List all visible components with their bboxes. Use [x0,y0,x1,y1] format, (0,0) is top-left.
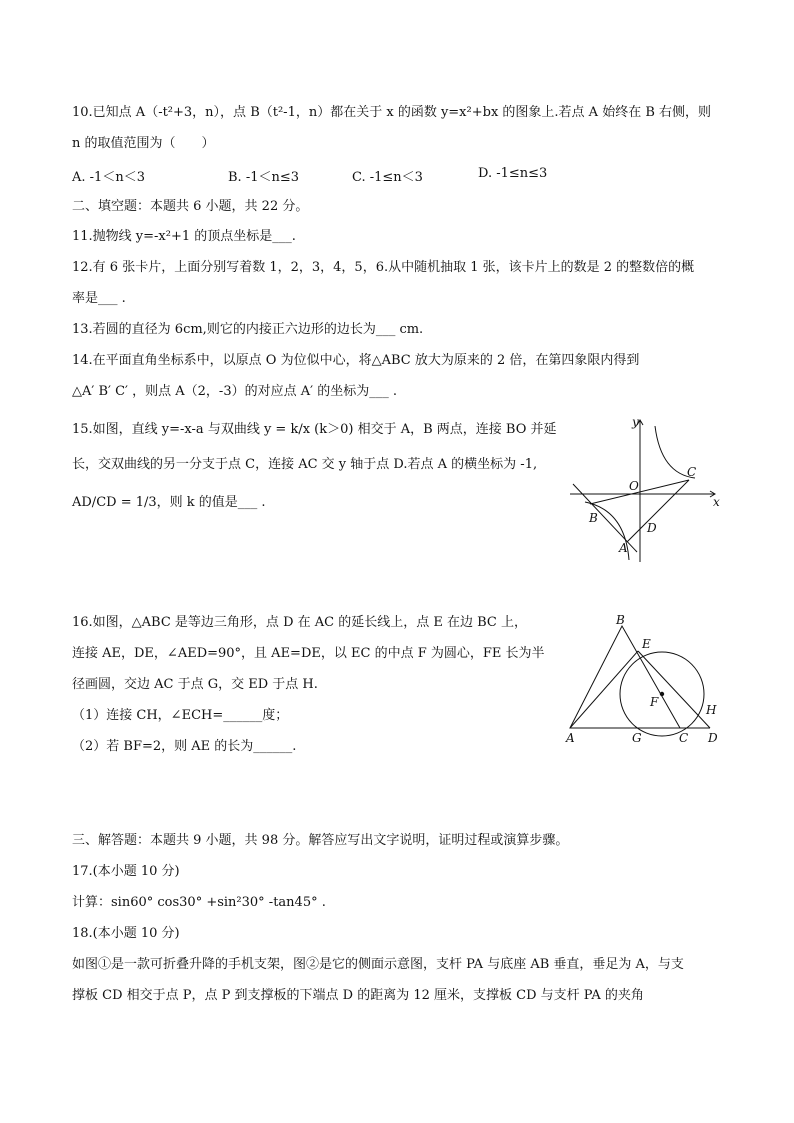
q15-label-d: D [647,521,657,535]
q16-label-f: F [650,695,659,709]
q16-sub1: （1）连接 CH，∠ECH=______度； [72,708,289,723]
q16-line3: 径画圆，交边 AC 于点 G，交 ED 于点 H. [72,677,318,692]
q16-sub2: （2）若 BF=2，则 AE 的长为______. [72,739,297,754]
q16-label-g: G [632,731,642,745]
q17-title: 17.(本小题 10 分) [72,864,180,879]
q18-line2: 撑板 CD 相交于点 P，点 P 到支撑板的下端点 D 的距离为 12 厘米，支撑板 CD 与支杆 PA 的夹角 [72,988,644,1003]
q18-line1: 如图①是一款可折叠升降的手机支架，图②是它的侧面示意图，支杆 PA 与底座 AB 垂直，垂足为 A，与支 [72,957,684,972]
q18-title: 18.(本小题 10 分) [72,926,180,941]
q16-label-d: D [708,731,718,745]
q10-option-d: D. -1≤n≤3 [478,166,548,181]
q10-option-b: B. -1＜n≤3 [228,170,300,185]
q15-label-x: x [713,495,720,509]
q16-label-e: E [642,637,651,651]
q14-line2: △A′ B′ C′ ，则点 A（2，-3）的对应点 A′ 的坐标为___ . [72,384,397,399]
q16-figure [560,612,740,752]
q12-line2: 率是___ . [72,291,126,306]
q16-line1: 16.如图，△ABC 是等边三角形，点 D 在 AC 的延长线上，点 E 在边 BC 上， [72,615,527,630]
q15-line2: 长，交双曲线的另一分支于点 C，连接 AC 交 y 轴于点 D.若点 A 的横坐标为 -1, [72,457,538,472]
q11-text: 11.抛物线 y=-x²+1 的顶点坐标是___. [72,229,296,244]
q16-label-c: C [679,731,689,745]
q15-label-o: O [629,479,639,493]
section2-heading: 二、填空题：本题共 6 小题，共 22 分。 [72,199,309,214]
q16-label-h: H [706,703,717,717]
q15-label-b: B [589,511,598,525]
q10-option-c: C. -1≤n＜3 [352,170,423,185]
q10-line1: 10.已知点 A（-t²+3，n），点 B（t²-1，n）都在关于 x 的函数 y=x²+bx 的图象上.若点 A 始终在 B 右侧，则 [72,105,712,120]
q15-figure [565,412,735,572]
q13-text: 13.若圆的直径为 6cm,则它的内接正六边形的边长为___ cm. [72,322,424,337]
q10-option-a: A. -1＜n＜3 [72,170,145,185]
q14-line1: 14.在平面直角坐标系中，以原点 O 为位似中心，将△ABC 放大为原来的 2 倍，在第四象限内得到 [72,353,640,368]
q15-label-c: C [687,465,697,479]
q10-line2: n 的取值范围为（ ） [72,136,215,151]
q17-body: 计算：sin60° cos30° +sin²30° -tan45° . [72,895,326,910]
q16-label-a: A [566,731,575,745]
q12-line1: 12.有 6 张卡片，上面分别写着数 1，2，3，4，5，6.从中随机抽取 1 张，该卡片上的数是 2 的整数倍的概 [72,260,695,275]
q16-line2: 连接 AE，DE，∠AED=90°，且 AE=DE，以 EC 的中点 F 为圆心，FE 长为半 [72,646,545,661]
section3-heading: 三、解答题：本题共 9 小题，共 98 分。解答应写出文字说明，证明过程或演算步骤。 [72,833,569,848]
q15-line1: 15.如图，直线 y=-x-a 与双曲线 y = k/x (k＞0) 相交于 A，B 两点，连接 BO 并延 [72,422,557,437]
q15-line3: AD/CD = 1/3，则 k 的值是___ . [72,495,266,510]
q16-label-b: B [616,613,625,627]
q15-label-y: y [632,415,639,429]
q15-label-a: A [619,541,628,555]
